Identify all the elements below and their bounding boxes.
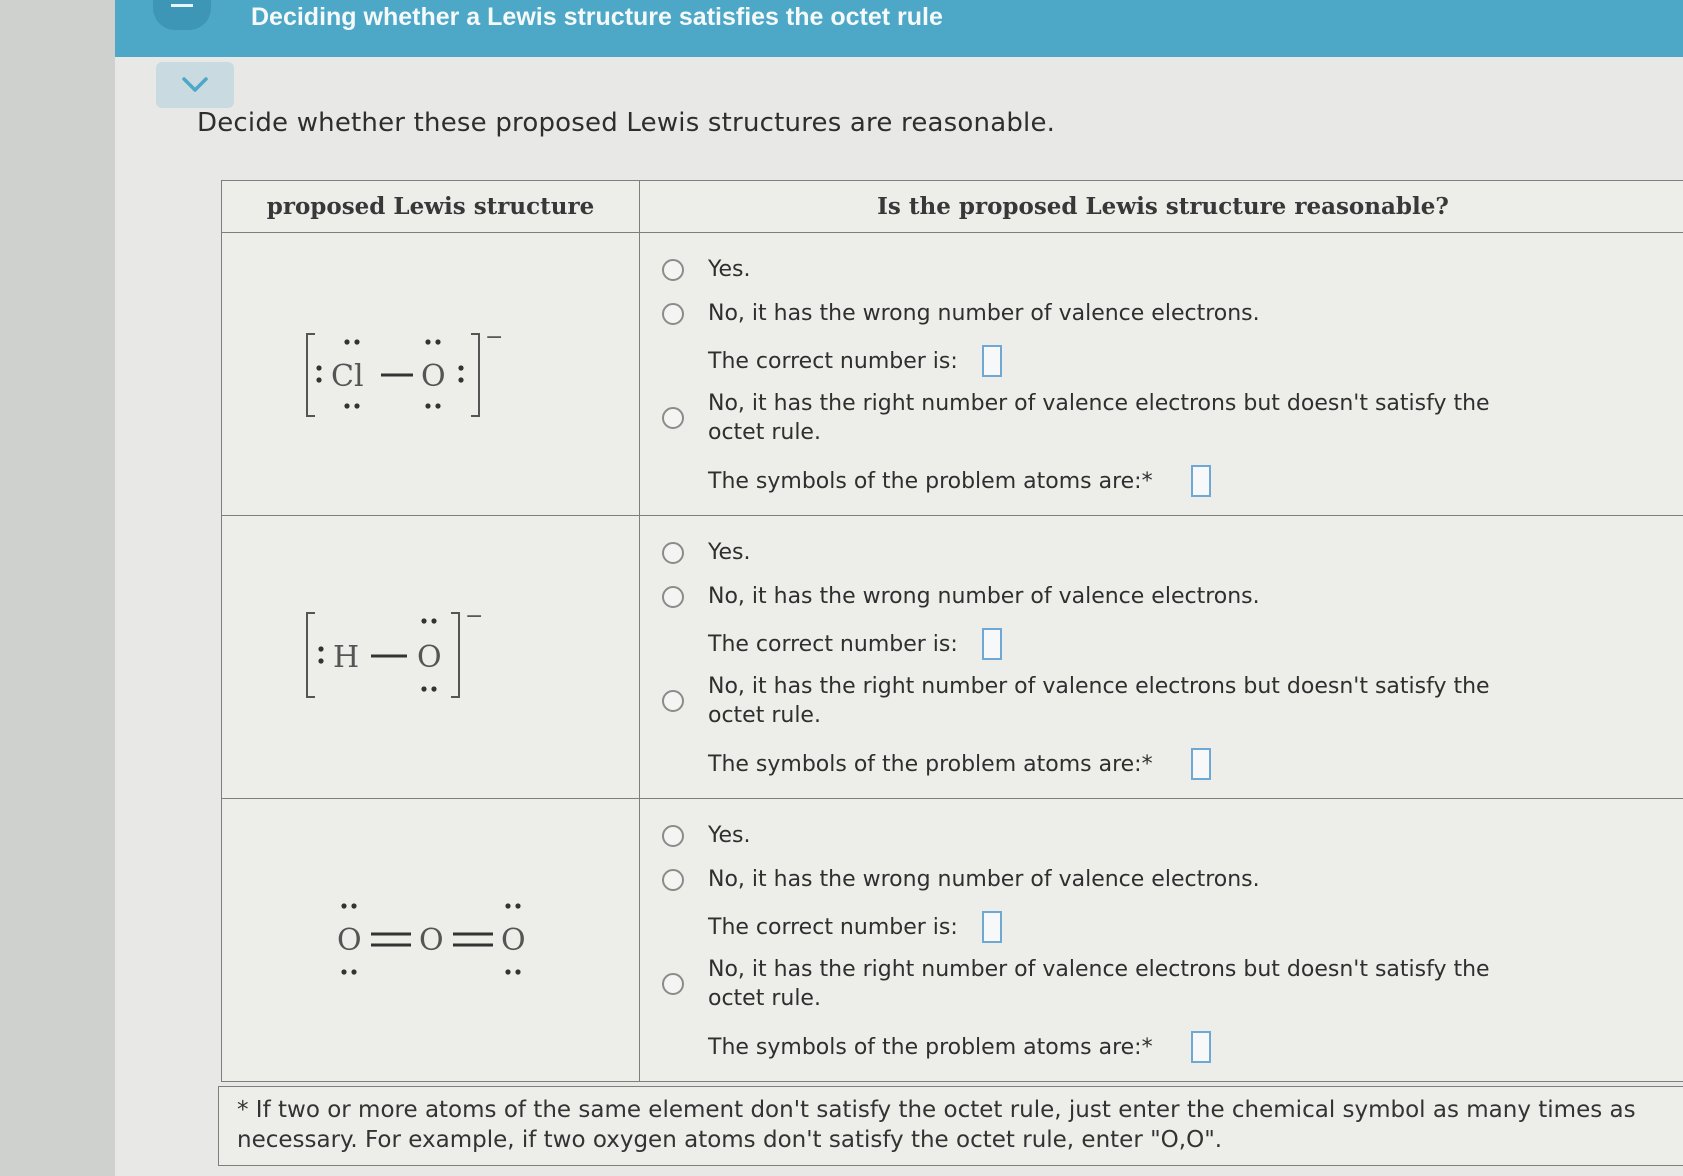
correct-number-label: The correct number is: — [708, 348, 958, 374]
problem-atoms-label: The symbols of the problem atoms are:* — [708, 468, 1153, 494]
atom-o: O — [420, 359, 446, 394]
correct-number-input[interactable] — [982, 911, 1002, 943]
atom-o-right: O — [500, 923, 526, 958]
structure-cell — [222, 799, 640, 1082]
option-wrong-electrons[interactable]: No, it has the wrong number of valence electrons. — [662, 865, 1260, 894]
radio-wrong-electrons[interactable] — [662, 303, 684, 325]
structure-cell — [222, 233, 640, 516]
radio-yes[interactable] — [662, 825, 684, 847]
radio-octet[interactable] — [662, 690, 684, 712]
correct-number-label: The correct number is: — [708, 914, 958, 940]
charge: − — [484, 325, 503, 350]
radio-wrong-electrons[interactable] — [662, 869, 684, 891]
col-header-reasonable: Is the proposed Lewis structure reasonable? — [640, 181, 1683, 233]
chevron-down-icon — [180, 75, 210, 95]
radio-yes[interactable] — [662, 542, 684, 564]
problem-atoms-label: The symbols of the problem atoms are:* — [708, 1034, 1153, 1060]
problem-atoms-input[interactable] — [1191, 748, 1211, 780]
correct-number-input[interactable] — [982, 628, 1002, 660]
correct-number-row — [708, 345, 1002, 377]
option-octet[interactable]: No, it has the right number of valence electrons but doesn't satisfy the octet rule. — [662, 389, 1522, 447]
table-row — [222, 516, 1683, 799]
radio-octet[interactable] — [662, 973, 684, 995]
page-title: Deciding whether a Lewis structure satisfies the octet rule — [251, 3, 943, 31]
options-cell — [640, 799, 1683, 1082]
correct-number-label: The correct number is: — [708, 631, 958, 657]
lewis-structure-clo — [301, 312, 561, 432]
table-row — [222, 799, 1683, 1082]
radio-yes[interactable] — [662, 259, 684, 281]
table-row — [222, 233, 1683, 516]
option-wrong-electrons[interactable]: No, it has the wrong number of valence electrons. — [662, 582, 1260, 611]
header-bar — [115, 0, 1683, 57]
option-octet[interactable]: No, it has the right number of valence electrons but doesn't satisfy the octet rule. — [662, 672, 1522, 730]
option-wrong-electrons[interactable]: No, it has the wrong number of valence electrons. — [662, 299, 1260, 328]
option-yes[interactable]: Yes. — [662, 821, 751, 850]
atom-cl: Cl — [330, 359, 364, 394]
correct-number-input[interactable] — [982, 345, 1002, 377]
atom-o-center: O — [418, 923, 444, 958]
problem-atoms-row — [708, 1031, 1211, 1063]
option-yes[interactable]: Yes. — [662, 538, 751, 567]
option-yes[interactable]: Yes. — [662, 255, 751, 284]
options-cell — [640, 233, 1683, 516]
atom-h: H — [332, 640, 359, 675]
correct-number-row — [708, 628, 1002, 660]
option-octet[interactable]: No, it has the right number of valence electrons but doesn't satisfy the octet rule. — [662, 955, 1522, 1013]
charge: − — [464, 604, 483, 629]
problem-atoms-input[interactable] — [1191, 465, 1211, 497]
radio-wrong-electrons[interactable] — [662, 586, 684, 608]
correct-number-row — [708, 911, 1002, 943]
options-cell — [640, 516, 1683, 799]
page — [115, 0, 1683, 1176]
lewis-structure-oh — [301, 595, 561, 715]
radio-octet[interactable] — [662, 407, 684, 429]
left-background — [0, 0, 125, 1176]
instruction-text: Decide whether these proposed Lewis structures are reasonable. — [197, 108, 1056, 138]
atom-o-left: O — [336, 923, 362, 958]
table-header-row — [222, 181, 1683, 233]
problem-atoms-input[interactable] — [1191, 1031, 1211, 1063]
footnote: * If two or more atoms of the same element don't satisfy the octet rule, just enter the chemical symbol as many times as necessary. For example, if two oxygen atoms don't satisfy the octet rule, enter "O,O". — [218, 1086, 1683, 1166]
lewis-table — [221, 180, 1683, 1082]
collapse-button[interactable] — [156, 62, 234, 108]
menu-icon — [171, 4, 193, 7]
lewis-structure-ozone — [301, 878, 561, 998]
problem-atoms-row — [708, 748, 1211, 780]
menu-button[interactable] — [153, 0, 211, 30]
problem-atoms-label: The symbols of the problem atoms are:* — [708, 751, 1153, 777]
atom-o: O — [416, 640, 442, 675]
problem-atoms-row — [708, 465, 1211, 497]
structure-cell — [222, 516, 640, 799]
col-header-structure: proposed Lewis structure — [222, 181, 640, 233]
